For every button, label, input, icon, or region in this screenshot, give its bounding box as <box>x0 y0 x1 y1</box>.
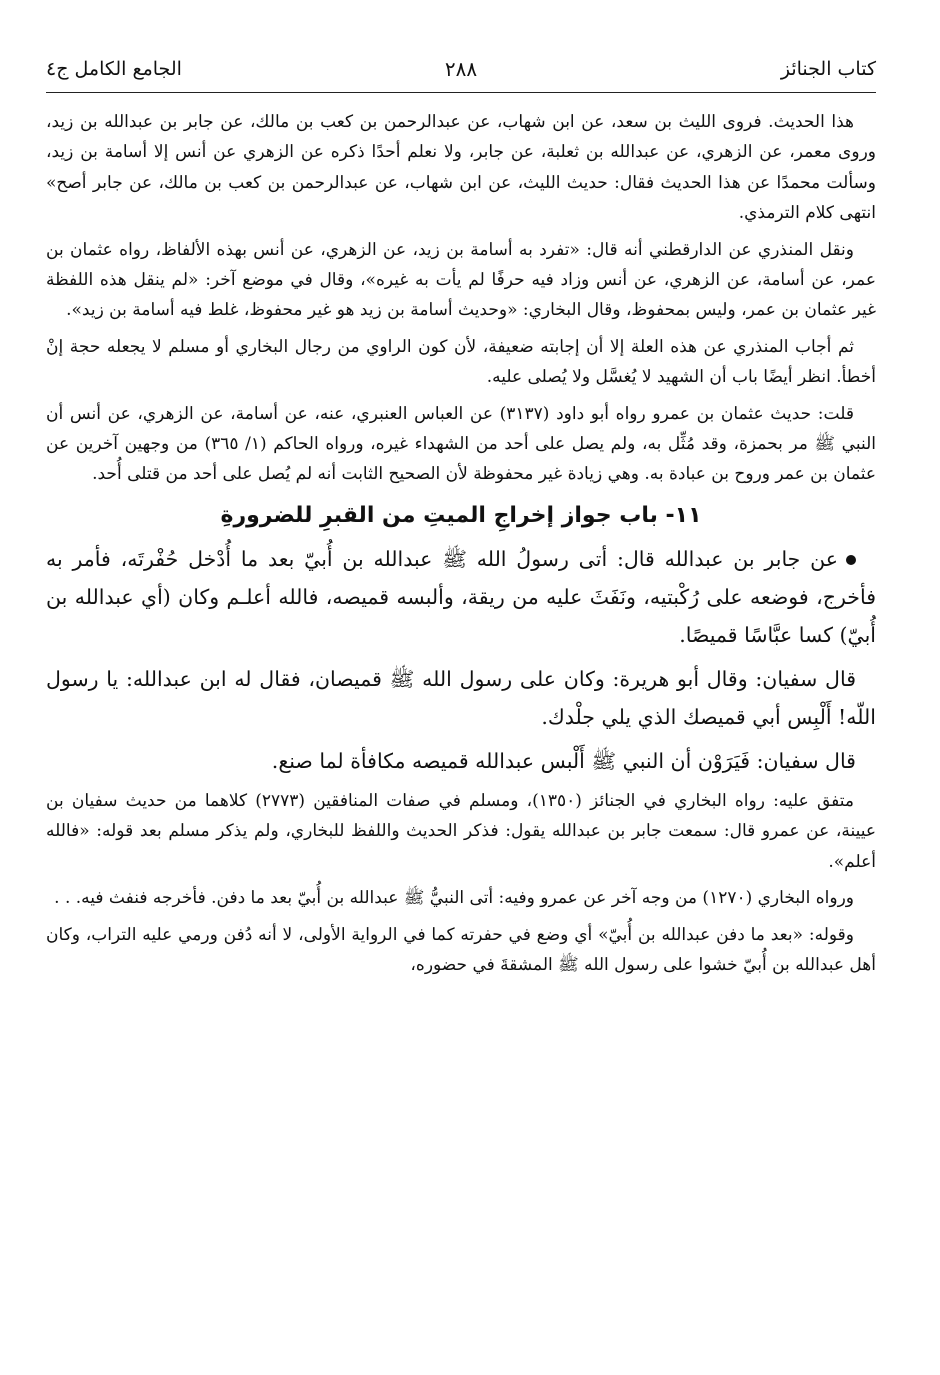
page-number: ٢٨٨ <box>444 57 478 81</box>
bullet-icon <box>846 555 856 565</box>
header-rule <box>46 92 876 93</box>
paragraph-author-note: قلت: حديث عثمان بن عمرو رواه أبو داود (٣١٣٧) عن العباس العنبري، عنه، عن أسامة، عن الزهري، عن أنس أن النبي ﷺ مر بحمزة، وقد مُثِّل به، ولم يصل على أحد من الشهداء غيره، ورواه الحاكم (١/ ٣٦٥) من وجهين آخرين عن عثمان بن عمر وروح بن عبادة به. وهي زيادة غير محفوظة لأن الصحيح الثابت أنه لم يُصل على أحد من قتلى أُحد. <box>46 403 876 485</box>
paragraph-mundhiri-answer: ثم أجاب المنذري عن هذه العلة إلا أن إجابته ضعيفة، لأن كون الراوي من رجال البخاري أو مسلم لا يجعله حجة إنْ أخطأ. انظر أيضًا باب أن الشهيد لا يُغسَّل ولا يُصلى عليه. <box>46 336 876 388</box>
hadith-sufyan-2: قال سفيان: فَيَرَوْن أن النبي ﷺ أَلْبس عبدالله قميصه مكافأة لما صنع. <box>271 748 856 773</box>
paragraph-daraqutni: ونقل المنذري عن الدارقطني أنه قال: «تفرد به أسامة بن زيد، عن الزهري، عن أنس بهذه الألفاظ، رواه عثمان بن عمر، عن أسامة، عن الزهري، عن أنس وزاد فيه حرفًا لم يأت به غيره»، وقال في موضع آخر: «لم ينقل هذه اللفظة غير عثمان بن عمر، وليس بمحفوظ، وقال البخاري: «وحديث أسامة بن زيد هو غير محفوظ، غلط فيه أسامة بن زيد». <box>46 239 876 321</box>
paragraph-tirmidhi-continuation: هذا الحديث. فروى الليث بن سعد، عن ابن شهاب، عن عبدالرحمن بن كعب بن مالك، عن جابر بن عبدالله بن زيد، وروى معمر، عن الزهري، عن عبدالله بن ثعلبة، عن جابر، ولا نعلم أحدًا ذكره عن الزهري عن أنس إلا أسامة بن زيد، وسألت محمدًا عن هذا الحديث فقال: حديث الليث، عن ابن شهاب، عن عبدالرحمن بن كعب بن مالك، عن جابر أصح» انتهى كلام الترمذي. <box>46 112 876 224</box>
running-header <box>46 52 876 86</box>
note-takhrij: متفق عليه: رواه البخاري في الجنائز (١٣٥٠)، ومسلم في صفات المنافقين (٢٧٧٣) كلاهما من حديث سفيان بن عيينة، عن عمرو قال: سمعت جابر بن عبدالله يقول: فذكر الحديث واللفظ للبخاري، ولم يذكر مسلم بعد قوله: «فالله أعلم». <box>46 790 876 872</box>
hadith-sufyan-1: قال سفيان: وقال أبو هريرة: وكان على رسول الله ﷺ قميصان، فقال له ابن عبدالله: يا رسول اللّه! أَلْبِس أبي قميصك الذي يلي جلْدك. <box>46 666 876 729</box>
note-explanation: وقوله: «بعد ما دفن عبدالله بن أُبيّ» أي وضع في حفرته كما في الرواية الأولى، لا أنه دُفن ورمي عليه التراب، وكان أهل عبدالله بن أُبيّ خشوا على رسول الله ﷺ المشقةَ في حضوره، <box>46 924 876 975</box>
book-title: كتاب الجنائز <box>780 58 876 80</box>
note-bukhari-other: ورواه البخاري (١٢٧٠) من وجه آخر عن عمرو وفيه: أتى النبيُّ ﷺ عبدالله بن أُبيّ بعد ما دفن. فأخرجه فنفث فيه. . . <box>54 888 854 909</box>
series-title: الجامع الكامل ج٤ <box>46 58 182 80</box>
book-page <box>46 52 876 986</box>
chapter-heading: ١١- باب جواز إخراجِ الميتِ من القبرِ للضرورةِ <box>220 502 702 528</box>
hadith-main <box>46 540 876 654</box>
hadith-main-text: عن جابر بن عبدالله قال: أتى رسولُ الله ﷺ عبدالله بن أُبيّ بعد ما أُدْخل حُفْرتَه، فأمر به فأخرج، فوضعه على رُكْبتيه، ونَفَثَ عليه من ريقة، وألبسه قميصه، فالله أعلـم وكان (أي عبدالله بن أُبيّ) كسا عبَّاسًا قميصًا. <box>46 546 876 647</box>
